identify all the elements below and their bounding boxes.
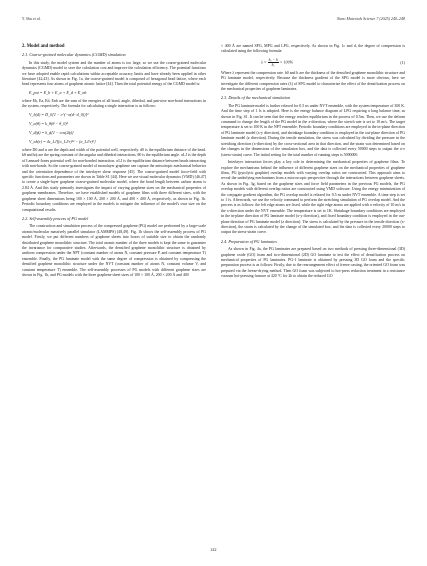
running-header-journal: Nano Materials Science 7 (2025) 240–248: [336, 16, 405, 21]
section-2-title: 2. Model and method: [22, 44, 65, 49]
right-column: [221, 44, 405, 282]
page-number: 242: [210, 547, 217, 552]
subsection-2-4-paragraph-1: As shown in Fig. 4a, the PG laminates are prepared based on two methods of pressing three-dimensional (3D) graphene oxide (GO) foam and two-dimensional (2D) GO laminate to test the effect of densification process on mechanical properties of PG laminates. PG-1 laminate is obtained by pressing 3D GO foam and the specific preparation process is as follows: Firstly, due to the rearrangement effect of freeze casting, the oriented GO foam was prepared via the freeze-drying method. Then GO foam was subjected to hot-press reduction treatment in a resistance vacuum hot-pressing furnace at 420 °C for 2h to obtain the reduced GO: [221, 247, 405, 279]
subsection-2-1-paragraph-2: where Eb, Ea, Ed, Enb are the sum of the energies of all bond, angle, dihedral, and pairwise non-bond interactions in the system, respectively. The formula for calculating a single interaction is as follows:: [22, 99, 206, 109]
subsection-2-1-paragraph-3: where D0 and α are the depth and width of the potential well, respectively. d0 is the equilibrium distance of the bead. kθ and kϕ are the spring constant of the angular and dihedral interactions, θ0 is the equilibrium angle. σLJ is the depth of Lennard-Jones potential well for non-bonded interaction. σLJ is the equilibrium distance between beads interacting with non-bonds. So the coarse-grained model of monolayer graphene can capture the anisotropic mechanical behavior and the orientation dependence of the interlayer shear response [45]. The coarse-grained model force-field with specific functions and parameters are shown in Table S1 [44]. Here we use visual molecular dynamics (VMD) [46,47] to create a single-layer graphene coarse-grained molecular model, where the bond length between carbon atoms is 2.84 Å. And this study primarily investigates the impact of varying graphene sizes on the mechanical properties of graphene membranes. Therefore, we have established models of graphene films with three different sizes, with the graphene sheet dimensions being 100 × 100 Å, 200 × 200 Å, and 400 × 400 Å, respectively, as shown in Fig. 1b. Periodic boundary conditions are employed in the models to mitigate the influence of the model's own size on the computational results.: [22, 148, 206, 212]
subsection-2-3-paragraph-2: Interlayer interaction forces play a key role in determining the mechanical properties of graphene films. To explore the mechanisms behind the influence of different graphene sizes on the mechanical properties of graphene films, PG (pyrolytic graphite) overlap models with varying overlap ratios are constructed. This approach aims to reveal the underlying mechanisms from a microscopic perspective through the interactions between graphene sheets. As shown in Fig. 3g, based on the graphene sizes and force field parameters in the previous PG models, the PG overlap models with different overlap ratios are constructed using VMD software. Using the energy minimization of the conjugate gradient algorithm, the PG overlap model is relaxed for 0.5 ns under NVT ensemble. A time step is set to 1 fs. Afterwards, we use the velocity command to perform the stretching simulation of PG overlap model. And the process is as follows: the left edge atoms are fixed, while the right edge atoms are applied with a velocity of 10 m/s in the x-direction under the NVT ensemble. The temperature is set to 1K. Shrinkage boundary conditions are employed in the in-plane direction of PG laminate model (x-y direction), and fixed boundary condition is employed in the out-plane direction of PG laminate model (z direction). The stress is calculated by the pressure in the tensile direction (x-direction), the strain is calculated by the change of the simulated box, and the data is collected every 20000 steps to output the stress-strain curve.: [221, 160, 405, 235]
left-column: [22, 44, 206, 281]
equation-fraction: [268, 58, 279, 67]
equation-lennard-jones: V_nb(r) = 4ε_LJ[(σ_LJ/r)¹² − (σ_LJ/r)⁶]: [29, 139, 96, 145]
subsection-2-1-title: 2.1. Coarse-grained molecular dynamics (CGMD) simulation: [22, 52, 126, 58]
compression-explanation-paragraph: Where λ represent the compression rate. h0 and h are the thickness of the densified graphene monolithic structure and PG laminate model, respectively. Because the thickness gradient of the SPG model is more obvious, here we investigate the different compression rates (λ) of SPG model to characterize the effect of the densification process on the mechanical properties of graphene laminates.: [221, 70, 405, 92]
subsection-2-3-title: 2.3. Details of the mechanical simulation: [221, 95, 290, 101]
continued-paragraph: × 400 Å are named SPG, MPG and LPG, respectively. As shown in Fig. 1c and d, the degree of compression is calculated using the following formula:: [221, 44, 405, 54]
equation-lhs: λ =: [261, 59, 267, 65]
equation-compression-rate: [221, 58, 405, 67]
subsection-2-1-paragraph-1: In this study, the model system and the number of atoms is too large, so we use the coarse-grained molecular dynamics (CGMD) model to save the calculation cost and improve the calculation efficiency. The potential functions we have adopted enable rapid calculations within acceptable accuracy limits and have already been applied in other literature [42,43]. As shown in Fig. 1a, the coarse-grained model is composed of hexagonal bead lattice, where each bead represents four atoms of graphene atomic lattice [44]. Then the total potential energy of the CGMD model is:: [22, 60, 206, 87]
running-header-authors: Y. Shu et al.: [22, 16, 41, 21]
equation-angle: V_a(θ) = k_θ(θ − θ_0)²: [29, 121, 68, 127]
subsection-2-3-paragraph-1: The PG laminate model is further relaxed for 0.5 ns under NVT ensemble, with the system temperature of 300 K. And the time step of 1 fs is adopted. Here is the energy balance diagram of LPG requiring a long balance time, as shown in Fig. S1. It can be seen that the energy reaches equilibrium in the process of 0.5ns. Then, we use the deform command to change the length of the PG model in the x-direction, where the stretch rate is set to 10 m/s. The target temperature is set to 100 K in the NPT ensemble. Periodic boundary conditions are employed in the in-plane direction of PG laminate model (x-y direction), and shrinkage boundary condition is employed in the out-plane direction of PG laminate model (z direction). During the tensile simulation, the stress was calculated by dividing the pressure in the stretching direction (x-direction) by the cross-sectional area in that direction, and the strain was determined based on the changes in the dimensions of the simulation box, and the data is collected every 50000 steps to output the σ-ε (stress-strain) curve. The initial setting for the total number of running steps is 5000000.: [221, 103, 405, 157]
equation-dihedral: V_d(ϕ) = k_ϕ[1 − cos(2ϕ)]: [29, 130, 74, 136]
subsection-2-2-title: 2.2. Self-assembly process of PG model: [22, 215, 89, 221]
equation-rhs: × 100%: [279, 59, 294, 65]
equation-number: (1): [400, 59, 405, 65]
equation-total-energy: E_pot = E_b + E_a + E_d + E_nb: [29, 90, 87, 96]
equation-compression-body: [261, 58, 293, 67]
subsection-2-2-paragraph-1: The construction and simulation process of the compressed graphene (PG) model are performed by a large-scale atomic/molecular massively parallel simulator (LAMMPS) [48,49]. Fig. 1b shows the self-assembly process of PG model. Firstly, we put different numbers of graphene sheets into boxes of suitable size to obtain the randomly distributed graphene monolithic structure. The total atomic number of the three models is kept the same to guarantee the invariance for comparative studies. Afterwards, the densified graphene monolithic structure is obtained by uniform compression under the NPT (constant number of atoms N, constant pressure P, and constant temperature T) ensemble. Finally, the PG laminate model with the same degree of compression is obtained by compressing the densified graphene monolithic structure under the NVT (constant number of atoms N, constant volume V, and constant temperature T) ensemble. The self-assembly processes of PG models with different graphene sizes are shown in Fig. 1b, and PG models with the three graphene sheet sizes of 100 × 100 Å, 200 × 200 Å and 400: [22, 224, 206, 277]
equation-numerator: h₀ − h: [268, 57, 278, 62]
subsection-2-4-title: 2.4. Preparation of PG laminates: [221, 238, 277, 244]
equation-denominator: h₀: [271, 62, 275, 67]
equation-bond: V_b(d) = D_0[1 − e^(−α(d−d_0))]²: [29, 112, 89, 118]
